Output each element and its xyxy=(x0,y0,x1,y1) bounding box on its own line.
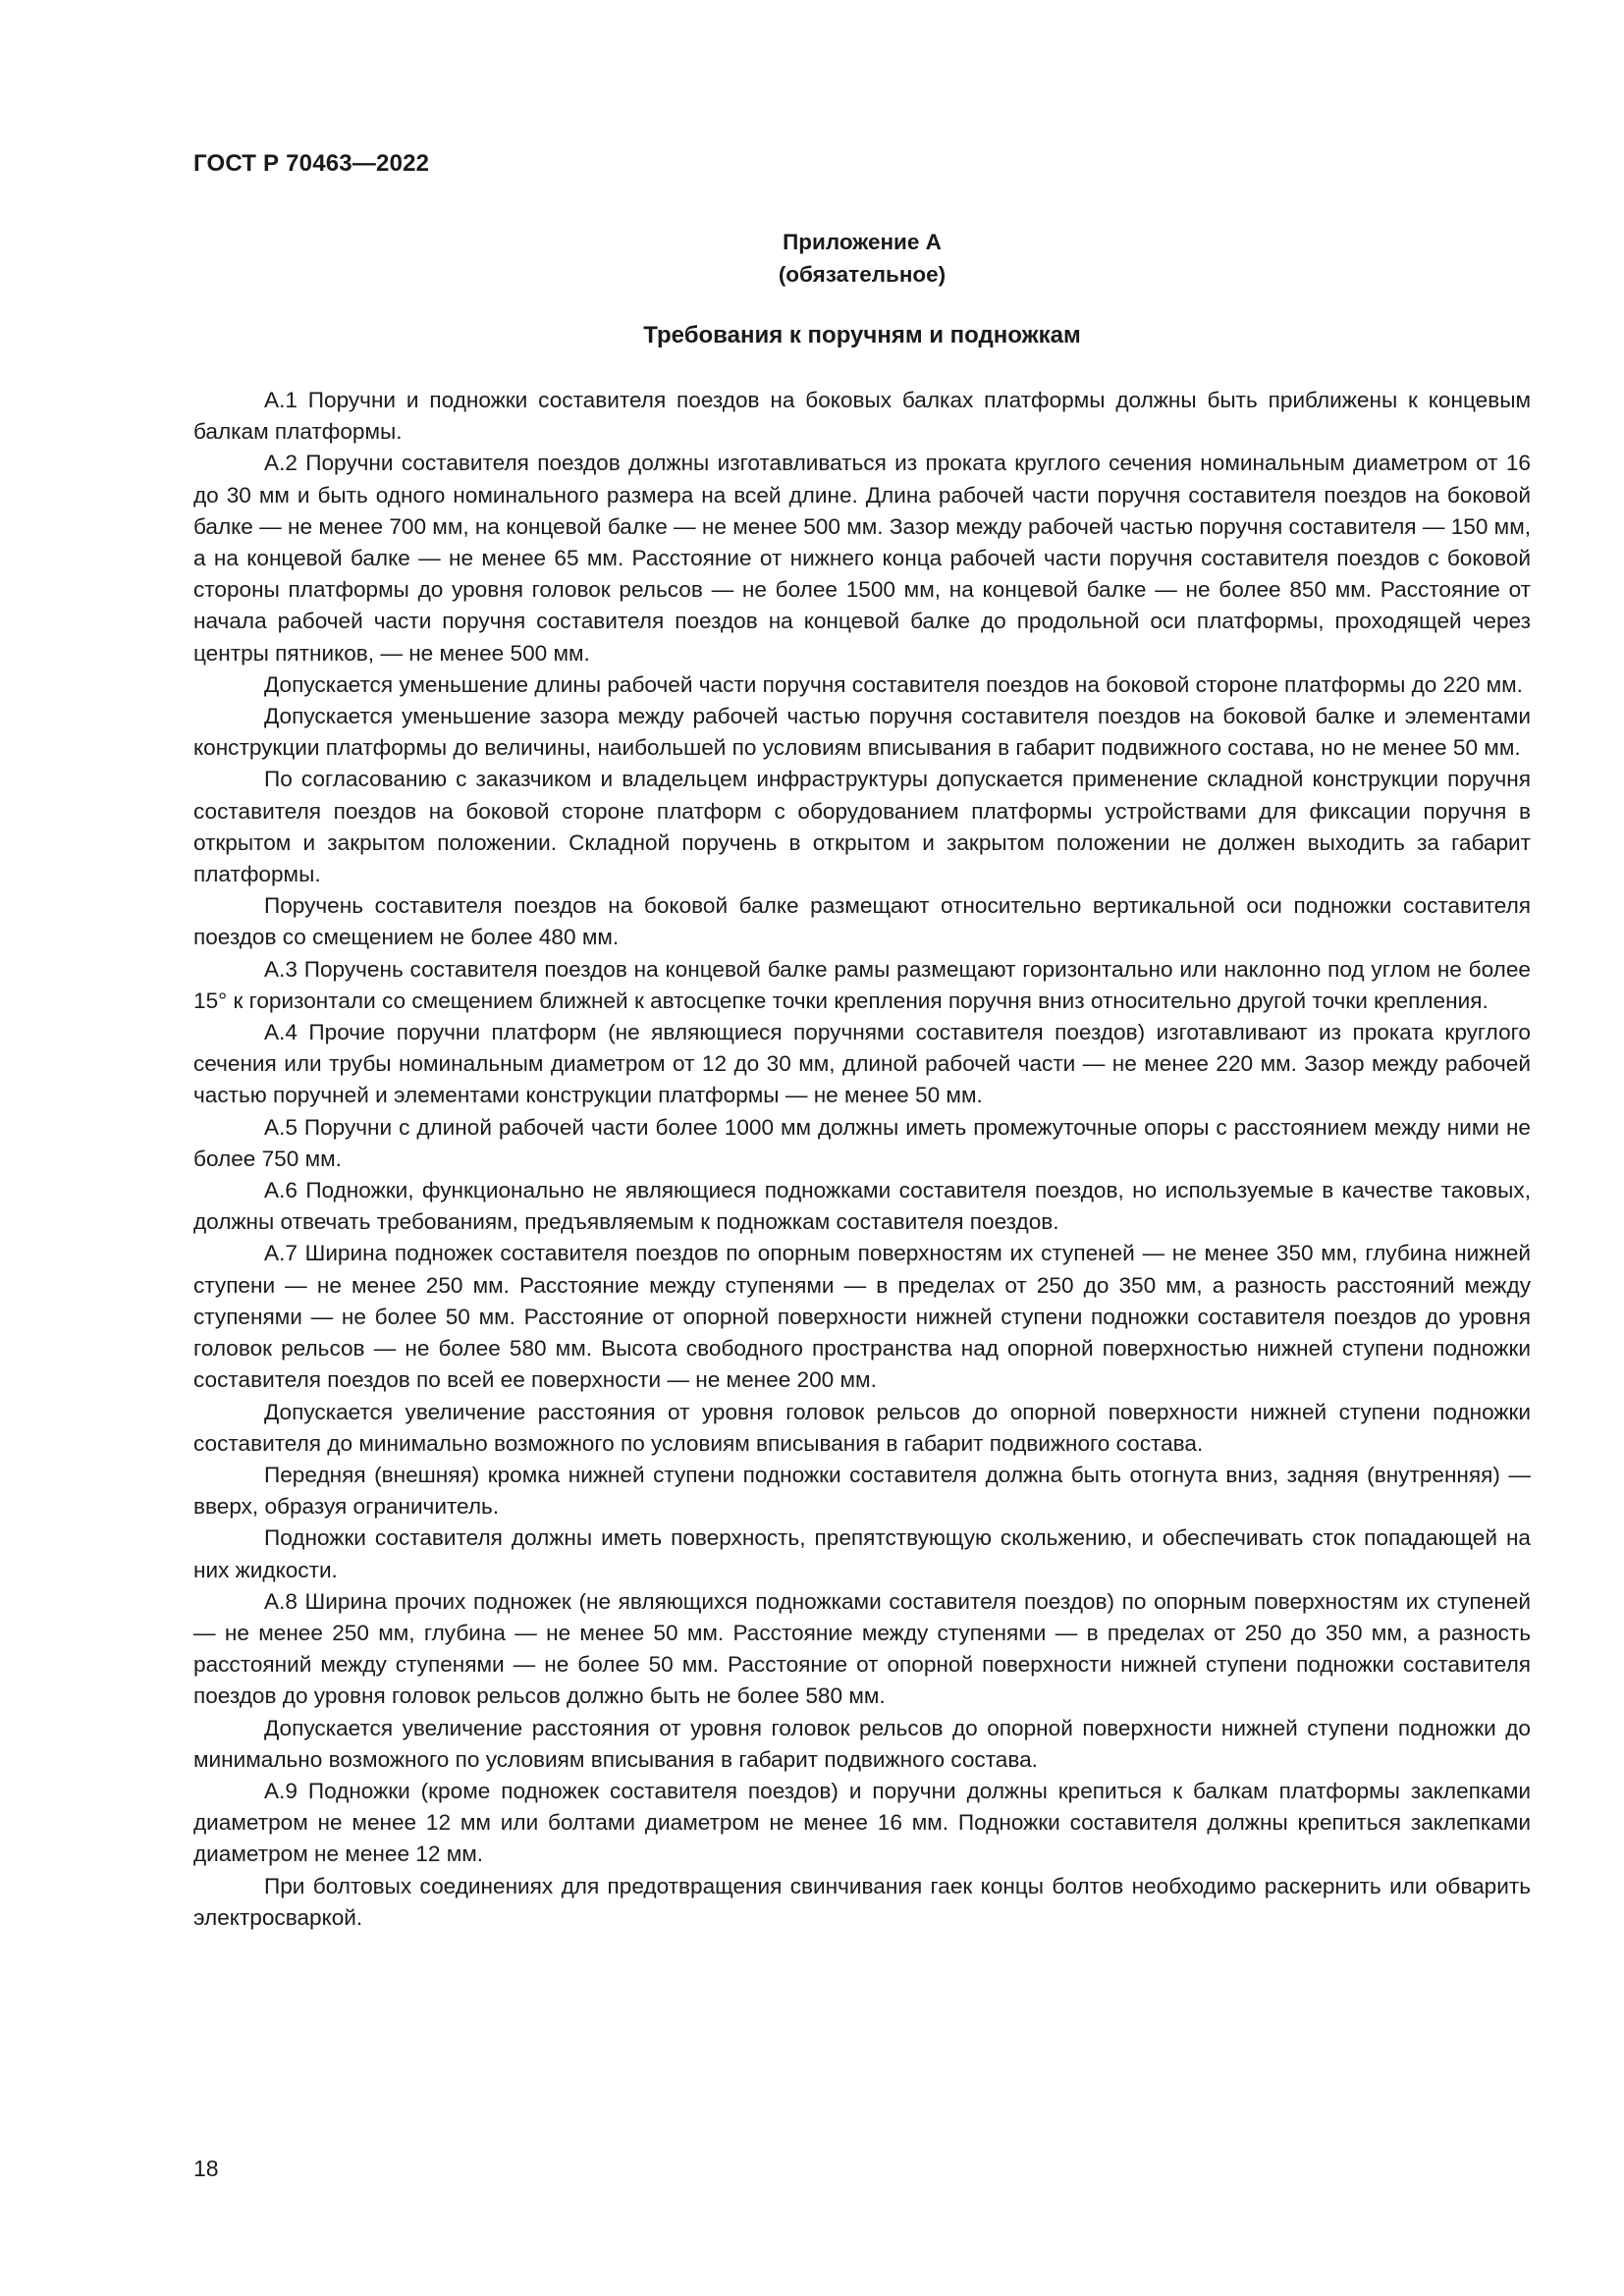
paragraph: Допускается увеличение расстояния от уровня головок рельсов до опорной поверхности нижней ступени подножки до минимально возможного по условиям вписывания в габарит подвижного состава. xyxy=(193,1715,1531,1772)
annex-status: (обязательное) xyxy=(778,262,947,287)
paragraph: Поручень составителя поездов на боковой балке размещают относительно вертикальной оси подножки составителя поездов со смещением не более 480 мм. xyxy=(193,893,1531,950)
paragraph-a3: А.3 Поручень составителя поездов на концевой балке рамы размещают горизонтально или наклонно под углом не более 15° к горизонтали со смещением ближней к автосцепке точки крепления поручня вниз относительно другой точки крепления. xyxy=(193,956,1531,1013)
paragraph-a5: А.5 Поручни с длиной рабочей части более 1000 мм должны иметь промежуточные опоры с расстоянием между ними не более 750 мм. xyxy=(193,1114,1531,1171)
paragraph-a7: А.7 Ширина подножек составителя поездов по опорным поверхностям их ступеней — не менее 350 мм, глубина нижней ступени — не менее 250 мм. Расстояние между ступенями — в пределах от 250 до 350 мм, а разность расстояний между ступенями — не более 50 мм. Расстояние от опорной поверхности нижней ступени подножки составителя поездов до уровня головок рельсов — не более 580 мм. Высота свободного пространства над опорной поверхностью нижней ступени подножки составителя поездов по всей ее поверхности — не менее 200 мм. xyxy=(193,1241,1531,1393)
paragraph-a8: А.8 Ширина прочих подножек (не являющихся подножками составителя поездов) по опорным поверхностям их ступеней — не менее 250 мм, глубина — не менее 50 мм. Расстояние между ступенями — в пределах от 250 до 350 мм, а разность расстояний между ступенями — не более 50 мм. Расстояние от опорной поверхности нижней ступени подножки составителя поездов до уровня головок рельсов должно быть не более 580 мм. xyxy=(193,1588,1531,1709)
annex-body xyxy=(193,385,1531,1934)
paragraph-a6: А.6 Подножки, функционально не являющиеся подножками составителя поездов, но используемые в качестве таковых, должны отвечать требованиям, предъявляемым к подножкам составителя поездов. xyxy=(193,1178,1531,1235)
paragraph-a9: А.9 Подножки (кроме подножек составителя поездов) и поручни должны крепиться к балкам платформы заклепками диаметром не менее 12 мм или болтами диаметром не менее 16 мм. Подножки составителя должны крепиться заклепками диаметром не менее 12 мм. xyxy=(193,1778,1531,1867)
paragraph-a1: А.1 Поручни и подножки составителя поездов на боковых балках платформы должны быть приближены к концевым балкам платформы. xyxy=(193,388,1531,445)
paragraph: Допускается уменьшение зазора между рабочей частью поручня составителя поездов на боковой балке и элементами конструкции платформы до величины, наибольшей по условиям вписывания в габарит подвижного состава, но не менее 50 мм. xyxy=(193,704,1531,761)
page-number: 18 xyxy=(193,2156,219,2181)
annex-heading: Требования к поручням и подножкам xyxy=(643,322,1081,348)
annex-title: Приложение А xyxy=(783,230,942,254)
document-id: ГОСТ Р 70463—2022 xyxy=(193,150,430,177)
paragraph: Допускается уменьшение длины рабочей части поручня составителя поездов на боковой стороне платформы до 220 мм. xyxy=(264,671,1523,697)
paragraph: Передняя (внешняя) кромка нижней ступени подножки составителя должна быть отогнута вниз, задняя (внутренняя) — вверх, образуя ограничитель. xyxy=(193,1462,1531,1520)
paragraph: Подножки составителя должны иметь поверхность, препятствующую скольжению, и обеспечивать сток попадающей на них жидкости. xyxy=(193,1525,1531,1582)
paragraph-a2: А.2 Поручни составителя поездов должны изготавливаться из проката круглого сечения номинальным диаметром от 16 до 30 мм и быть одного номинального размера на всей длине. Длина рабочей части поручня составителя поездов на боковой балке — не менее 700 мм, на концевой балке — не менее 500 мм. Зазор между рабочей частью поручня составителя — 150 мм, а на концевой балке — не менее 65 мм. Расстояние от нижнего конца рабочей части поручня составителя поездов с боковой стороны платформы до уровня головок рельсов — не более 1500 мм, на концевой балке — не более 850 мм. Расстояние от начала рабочей части поручня составителя поездов на концевой балке до продольной оси платформы, проходящей через центры пятников, — не менее 500 мм. xyxy=(193,451,1532,666)
paragraph: При болтовых соединениях для предотвращения свинчивания гаек концы болтов необходимо раскернить или обварить электросваркой. xyxy=(193,1873,1531,1930)
paragraph-a4: А.4 Прочие поручни платформ (не являющиеся поручнями составителя поездов) изготавливают из проката круглого сечения или трубы номинальным диаметром от 12 до 30 мм, длиной рабочей части — не менее 220 мм. Зазор между рабочей частью поручней и элементами конструкции платформы — не менее 50 мм. xyxy=(193,1020,1531,1108)
paragraph: По согласованию с заказчиком и владельцем инфраструктуры допускается применение складной конструкции поручня составителя поездов на боковой стороне платформ с оборудованием платформы устройствами для фиксации поручня в открытом и закрытом положении. Складной поручень в открытом и закрытом положении не должен выходить за габарит платформы. xyxy=(193,767,1531,887)
paragraph: Допускается увеличение расстояния от уровня головок рельсов до опорной поверхности нижней ступени подножки составителя до минимально возможного по условиям вписывания в габарит подвижного состава. xyxy=(193,1399,1531,1456)
